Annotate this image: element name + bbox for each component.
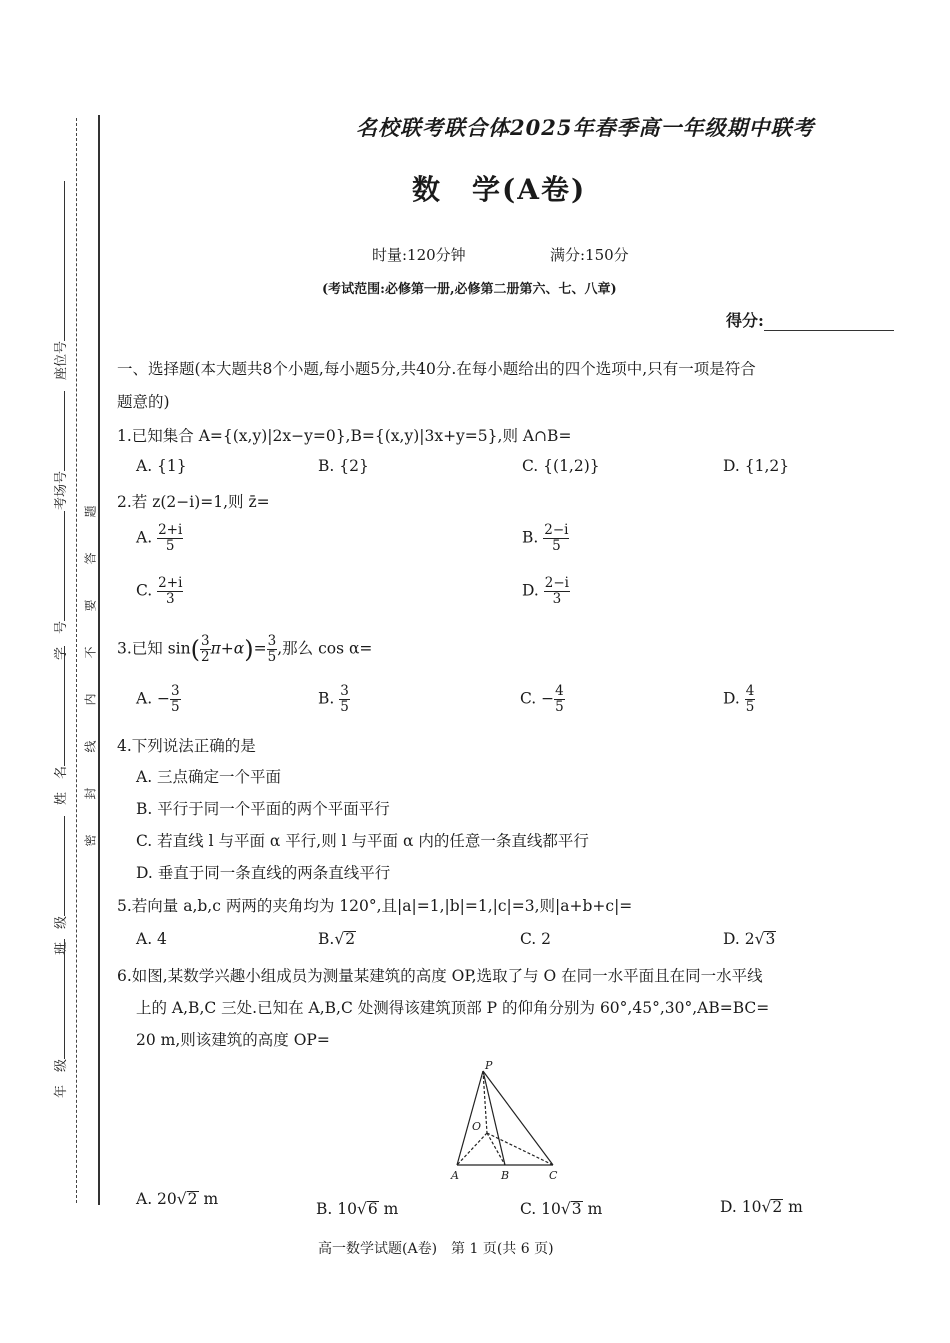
exam-scope: (考试范围:必修第一册,必修第二册第六、七、八章) <box>322 282 617 297</box>
q6-option-c: C. 10√3 m <box>520 1200 603 1218</box>
exam-room-field: 考场号 <box>50 391 69 510</box>
section-heading: 一、选择题(本大题共8个小题,每小题5分,共40分.在每小题给出的四个选项中,只有一项是符合 <box>117 360 756 378</box>
full-score: 满分:150分 <box>550 246 629 264</box>
notice-char: 封 <box>83 787 98 800</box>
q4-option-b: B. 平行于同一个平面的两个平面平行 <box>136 800 390 818</box>
notice-char: 题 <box>83 505 98 518</box>
q6-line-2: 上的 A,B,C 三处.已知在 A,B,C 处测得该建筑顶部 P 的仰角分别为 60°,45°,30°,AB=BC= <box>136 999 770 1017</box>
seat-field: 座位号 <box>50 181 69 380</box>
q5-option-d: D. 2√3 <box>723 930 776 948</box>
q2-option-c: C. $\frac{2+i}{3}$ <box>136 575 183 607</box>
fold-line-outer <box>76 118 77 1203</box>
q1-option-a: A. {1} <box>136 457 187 475</box>
q5-option-a: A. 4 <box>136 930 167 948</box>
q1-option-c: C. {(1,2)} <box>522 457 600 475</box>
q4-stem: 4.下列说法正确的是 <box>117 737 256 755</box>
score-label: 得分: <box>726 308 894 331</box>
page-footer: 高一数学试题(A卷) 第 1 页(共 6 页) <box>318 1241 554 1257</box>
q3-option-a: A. − $\frac{3}{5}$ <box>136 683 180 715</box>
q3-option-d: D. $\frac{4}{5}$ <box>723 683 755 715</box>
label-c: C <box>549 1169 558 1182</box>
q3-stem: 3.已知 sin( $\frac{3}{2}$ π+α)= $\frac{3}{5}$ ,那么 cos α= <box>117 633 373 665</box>
q1-option-b: B. {2} <box>318 457 369 475</box>
name-field: 姓 名 <box>50 646 69 805</box>
label-a: A <box>451 1169 459 1182</box>
label-o: O <box>472 1120 482 1133</box>
notice-char: 不 <box>83 646 98 659</box>
q6-option-a: A. 20√2 m <box>136 1190 219 1208</box>
q3-option-c: C. − $\frac{4}{5}$ <box>520 683 564 715</box>
student-id-field: 学 号 <box>50 511 69 660</box>
q1-stem: 1.已知集合 A={(x,y)|2x−y=0},B={(x,y)|3x+y=5},则 A∩B= <box>117 427 572 445</box>
q4-option-a: A. 三点确定一个平面 <box>136 768 282 786</box>
class-field: 班 级 <box>50 816 69 955</box>
notice-char: 内 <box>83 693 98 706</box>
q2-option-b: B. $\frac{2-i}{5}$ <box>522 522 569 554</box>
time-limit: 时量:120分钟 <box>372 246 466 264</box>
q2-option-a: A. $\frac{2+i}{5}$ <box>136 522 183 554</box>
label-b: B <box>501 1169 510 1182</box>
q2-stem: 2.若 z(2−i)=1,则 z̄= <box>117 493 270 511</box>
q5-option-b: B.√2 <box>318 930 356 948</box>
notice-char: 线 <box>83 740 98 753</box>
q1-option-d: D. {1,2} <box>723 457 790 475</box>
label-p: P <box>485 1059 493 1072</box>
q6-option-b: B. 10√6 m <box>316 1200 399 1218</box>
notice-char: 要 <box>83 599 98 612</box>
q6-figure <box>445 1055 570 1185</box>
q3-option-b: B. $\frac{3}{5}$ <box>318 683 349 715</box>
notice-char: 密 <box>83 834 98 847</box>
exam-title: 名校联考联合体2025年春季高一年级期中联考 <box>356 115 815 140</box>
q6-line-3: 20 m,则该建筑的高度 OP= <box>136 1031 330 1049</box>
q5-option-c: C. 2 <box>520 930 552 948</box>
notice-char: 答 <box>83 552 98 565</box>
q2-option-d: D. $\frac{2-i}{3}$ <box>522 575 569 607</box>
subject-title: 数 学(A卷) <box>412 173 587 206</box>
fold-line-inner <box>98 115 100 1205</box>
q4-option-c: C. 若直线 l 与平面 α 平行,则 l 与平面 α 内的任意一条直线都平行 <box>136 832 589 850</box>
binding-notice <box>84 488 98 864</box>
q6-option-d: D. 10√2 m <box>720 1198 803 1216</box>
grade-field: 年 级 <box>50 939 69 1098</box>
section-heading-cont: 题意的) <box>117 393 170 411</box>
q4-option-d: D. 垂直于同一条直线的两条直线平行 <box>136 864 391 882</box>
q5-stem: 5.若向量 a,b,c 两两的夹角均为 120°,且|a|=1,|b|=1,|c|=3,则|a+b+c|= <box>117 897 633 915</box>
q6-line-1: 6.如图,某数学兴趣小组成员为测量某建筑的高度 OP,选取了与 O 在同一水平面且在同一水平线 <box>117 967 763 985</box>
